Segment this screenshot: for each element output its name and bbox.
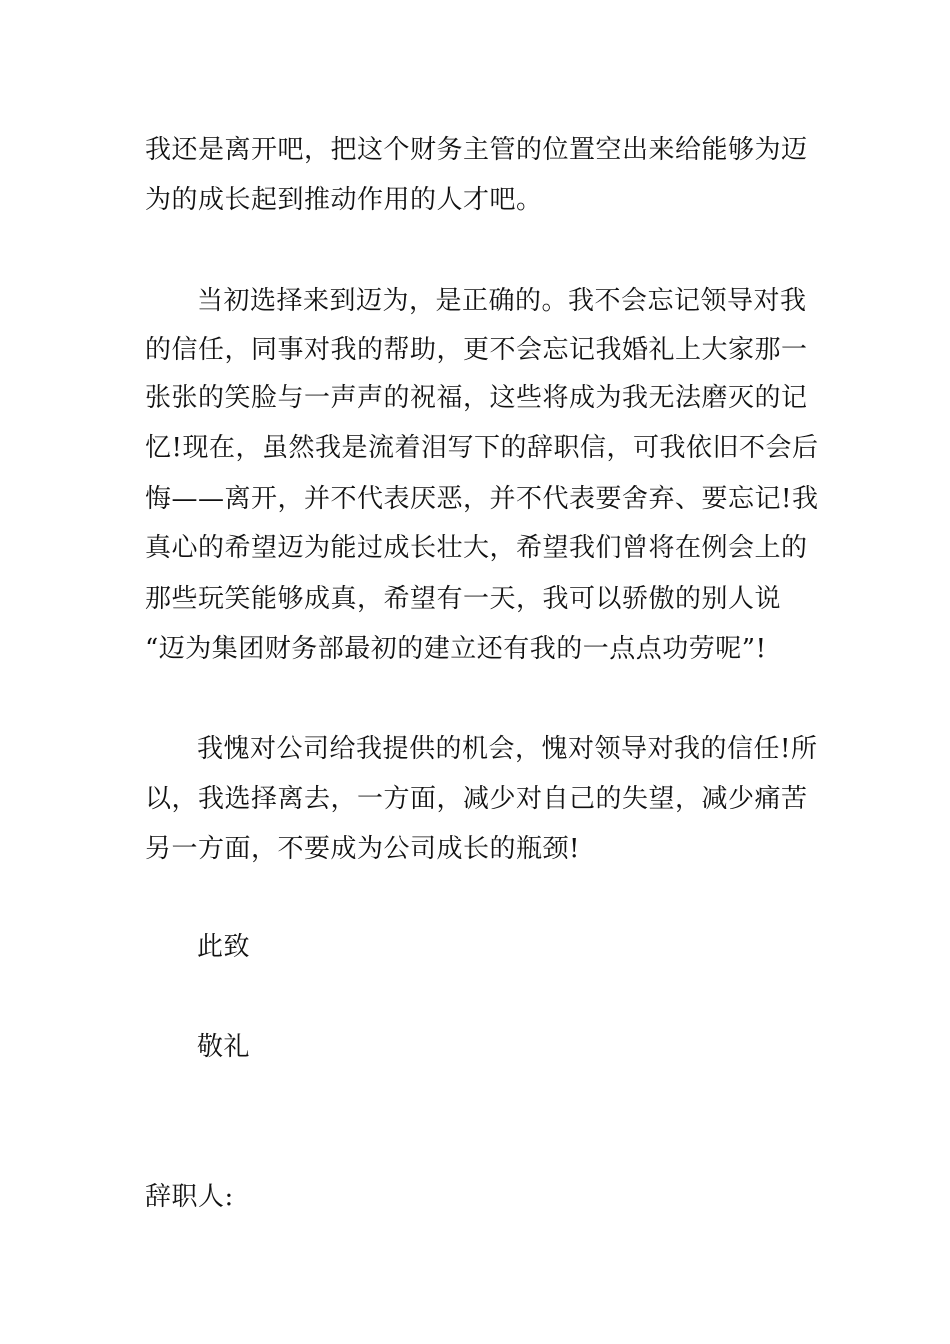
closing-salutation: 此致 <box>197 932 251 962</box>
paragraph2-line-4: 忆!现在，虽然我是流着泪写下的辞职信，可我依旧不会后 <box>145 433 819 463</box>
paragraph2-line-7: 那些玩笑能够成真，希望有一天，我可以骄傲的别人说 <box>145 584 782 614</box>
paragraph3-line-1: 我愧对公司给我提供的机会，愧对领导对我的信任!所 <box>197 734 818 764</box>
signature-label: 辞职人: <box>145 1182 234 1212</box>
paragraph2-line-3: 张张的笑脸与一声声的祝福，这些将成为我无法磨灭的记 <box>145 383 808 413</box>
paragraph2-line-2: 的信任，同事对我的帮助，更不会忘记我婚礼上大家那一 <box>145 335 808 365</box>
paragraph2-line-8: “迈为集团财务部最初的建立还有我的一点点功劳呢”! <box>145 634 767 664</box>
paragraph3-line-2: 以，我选择离去，一方面，减少对自己的失望，减少痛苦 <box>145 784 808 814</box>
paragraph3-line-3: 另一方面，不要成为公司成长的瓶颈! <box>145 834 580 864</box>
closing-regards: 敬礼 <box>197 1032 251 1062</box>
paragraph2-line-1: 当初选择来到迈为，是正确的。我不会忘记领导对我 <box>197 286 807 316</box>
paragraph1-line-2: 为的成长起到推动作用的人才吧。 <box>145 185 543 215</box>
paragraph2-line-5: 悔——离开，并不代表厌恶，并不代表要舍弃、要忘记!我 <box>145 484 819 514</box>
paragraph1-line-1: 我还是离开吧，把这个财务主管的位置空出来给能够为迈 <box>145 135 808 165</box>
paragraph2-line-6: 真心的希望迈为能过成长壮大，希望我们曾将在例会上的 <box>145 533 808 563</box>
